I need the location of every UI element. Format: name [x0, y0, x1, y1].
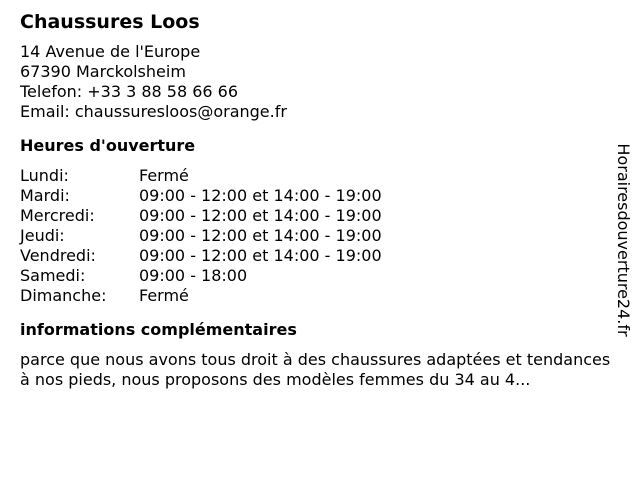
hours-row-sunday: [20, 286, 610, 306]
hours-row-friday: [20, 246, 610, 266]
store-card: [20, 10, 610, 390]
address-street: 14 Avenue de l'Europe: [20, 42, 201, 61]
hours-day: Lundi:: [20, 166, 69, 185]
hours-day: Vendredi:: [20, 246, 96, 265]
store-address: [20, 42, 610, 122]
store-email: Email: chaussuresloos@orange.fr: [20, 102, 287, 121]
hours-row-thursday: [20, 226, 610, 246]
opening-hours-heading: Heures d'ouverture: [20, 136, 196, 155]
hours-day: Mercredi:: [20, 206, 95, 225]
address-city: 67390 Marckolsheim: [20, 62, 186, 81]
hours-row-tuesday: [20, 186, 610, 206]
hours-day: Samedi:: [20, 266, 86, 285]
hours-day: Jeudi:: [20, 226, 65, 245]
hours-time: 09:00 - 12:00 et 14:00 - 19:00: [139, 226, 382, 245]
store-name: Chaussures Loos: [20, 11, 200, 33]
hours-time: 09:00 - 18:00: [139, 266, 248, 285]
watermark-site-name: Horairesdouverture24.fr: [614, 143, 633, 337]
additional-info-text: parce que nous avons tous droit à des chaussures adaptées et tendances à nos pieds, nous proposons des modèles femmes du 34 au 4...: [20, 350, 611, 389]
hours-day: Mardi:: [20, 186, 70, 205]
hours-row-wednesday: [20, 206, 610, 226]
hours-time: 09:00 - 12:00 et 14:00 - 19:00: [139, 186, 382, 205]
store-phone: Telefon: +33 3 88 58 66 66: [20, 82, 239, 101]
additional-info-heading: informations complémentaires: [20, 320, 297, 339]
hours-time: 09:00 - 12:00 et 14:00 - 19:00: [139, 206, 382, 225]
hours-day: Dimanche:: [20, 286, 107, 305]
hours-row-monday: [20, 166, 610, 186]
hours-time: Fermé: [139, 166, 189, 185]
hours-row-saturday: [20, 266, 610, 286]
hours-time: 09:00 - 12:00 et 14:00 - 19:00: [139, 246, 382, 265]
hours-time: Fermé: [139, 286, 189, 305]
opening-hours-table: [20, 166, 610, 306]
